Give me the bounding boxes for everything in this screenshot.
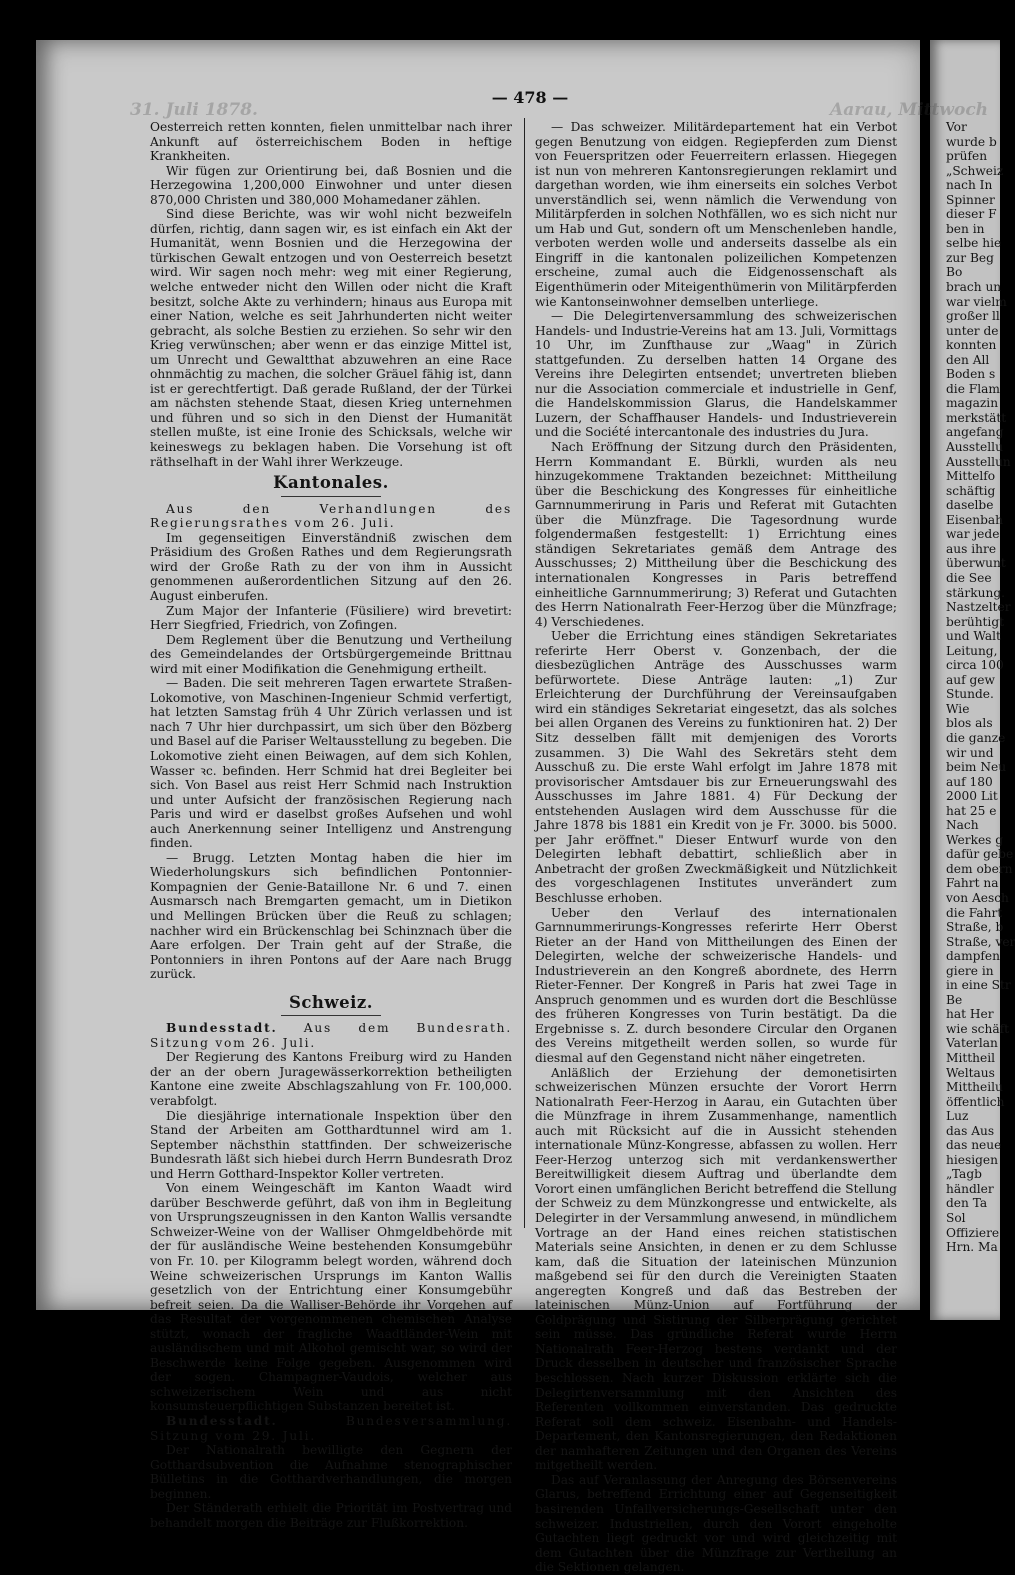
paragraph: Von einem Weingeschäft im Kanton Waadt wird darüber Beschwerde geführt, daß von ihm in Begleitung von Ursprungszeugnissen in den Kanton Wallis versandte Schweizer-Weine von der Walliser Ohmgeldbehörde mit der für ausländische Weine bestehenden Konsumgebühr von Fr. 10. per Kilogramm belegt worden, während doch Weine schweizerischen Ursprungs im Kanton Wallis gesetzlich von der Entrichtung einer Konsumgebühr befreit seien. Da die Walliser-Behörde ihr Vorgehen auf das Resultat der vorgenommenen chemischen Analyse stützt, wonach der fragliche Waadtländer-Wein mit ausländischem und mit Alkohol gemischt war, so wird der Beschwerde keine Folge gegeben. Ausgenommen wird der sogen. Champagner-Vaudois, welcher aus schweizerischem Wein und aus nicht konsumsteuerpflichtigen Substanzen bereitet ist. (150, 1181, 512, 1414)
adjacent-line: prüfen (946, 149, 988, 164)
column-rule (524, 118, 525, 1228)
adjacent-line: Stunde. (946, 687, 994, 702)
adjacent-line: das Aus (946, 1123, 995, 1138)
paragraph: Wir fügen zur Orientirung bei, daß Bosnien und die Herzegowina 1,200,000 Einwohner und unter diesen 870,000 Christen und 380,000 Mohamedaner zählen. (150, 163, 512, 207)
adjacent-line: die See (946, 570, 992, 585)
adjacent-line: selbe hie (946, 236, 1002, 251)
adjacent-line: Weltaus (946, 1065, 995, 1080)
adjacent-line: den All (946, 352, 990, 367)
adjacent-line: brach un (946, 280, 1002, 295)
adjacent-line: berühtigt (946, 614, 1005, 629)
adjacent-line: Bo (946, 265, 963, 280)
adjacent-line: „Schweiz (946, 163, 1004, 178)
adjacent-line: Ausstellun (946, 454, 1011, 469)
paragraph: Dem Reglement über die Benutzung und Vertheilung des Gemeindelandes der Ortsbürgergemeinde Brittnau wird mit einer Modifikation die Genehmigung ertheilt. (150, 632, 512, 676)
adjacent-line: 2000 Lit (946, 789, 998, 804)
adjacent-line: war jede (946, 527, 1000, 542)
adjacent-line: Mittheilu (946, 1080, 1003, 1095)
subheading-dateline: Bundesstadt. (166, 1021, 278, 1036)
adjacent-line: Luz (946, 1109, 969, 1124)
adjacent-line: Straße, ver (946, 934, 1015, 949)
adjacent-line: Wie (946, 701, 970, 716)
right-column (535, 120, 897, 1575)
paragraph: Anläßlich der Erziehung der demonetisirten schweizerischen Münzen ersuchte der Vorort Herrn Nationalrath Feer-Herzog in Aarau, ein Gutachten über die Münzfrage in ihrem Zusammenhange, namentlich auch mit Rücksicht auf die in Aussicht stehenden internationale Münz-Kongresse, abfassen zu wollen. Herr Feer-Herzog unterzog sich mit verdankenswerther Bereitwilligkeit diesem Auftrag und überlandte dem Vorort einen umfänglichen Bericht betreffend die Stellung der Schweiz zu dem Münzkongresse und entwickelte, als Delegirter in der Versammlung anwesend, in mündlichem Vortrage an der Hand eines reichen statistischen Materials seine Ansichten, in denen er zu dem Schlusse kam, daß die Situation der lateinischen Münzunion maßgebend sei für den durch die Vereinigten Staaten angeregten Kongreß und daß das Bestreben der lateinischen Münz-Union auf Fortführung der Goldprägung und Sistirung der Silberprägung gerichtet sein müsse. Das gründliche Referat wurde Herrn Nationalrath Feer-Herzog bestens verdankt und der Druck desselben in deutscher und französischer Sprache beschlossen. Nach kurzer Diskussion erklärte sich die Delegirtenversammlung mit den Ansichten des Referenten vollkommen einverstanden. Das gedruckte Referat soll dem schweiz. Eisenbahn- und Handels-Departement, den Kantonsregierungen, den Redaktionen der namhafteren Zeitungen und den Organen des Vereins mitgetheilt werden. (535, 1065, 897, 1473)
adjacent-line: Vaterlan (946, 1036, 998, 1051)
adjacent-line: Nastzelter (946, 600, 1011, 615)
subheading: Aus den Verhandlungen des Regierungsrathes vom 26. Juli. (150, 501, 512, 531)
adjacent-page-text (946, 120, 1015, 1255)
adjacent-line: merkstätt (946, 410, 1007, 425)
adjacent-line: war vielm (946, 294, 1007, 309)
paragraph: Ueber die Errichtung eines ständigen Sekretariates referirte Herr Oberst v. Gonzenbach, der die diesbezüglichen Anträge des Ausschusses warm befürwortete. Diese Anträge lauten: „1) Zur Erleichterung der Durchführung der Vereinsaufgaben wird ein ständiges Sekretariat eingesetzt, das als solches bei allen Organen des Vereins zu funktioniren hat. 2) Der Sitz desselben fällt mit demjenigen des Vororts zusammen. 3) Die Wahl des Sekretärs steht dem Ausschuß zu. Die erste Wahl erfolgt im Jahre 1878 mit provisorischer Amtsdauer bis zur Erneuerungswahl des Ausschusses im Jahre 1881. 4) Für Deckung der entstehenden Auslagen wird dem Ausschusse für die Jahre 1878 bis 1881 ein Kredit von je Fr. 3000. bis 5000. per Jahr eröffnet." Dieser Entwurf wurde von den Delegirten lebhaft debattirt, schließlich aber in Anbetracht der großen Zweckmäßigkeit und Nützlichkeit des vorgeschlagenen Institutes unverändert zum Beschlusse erhoben. (535, 629, 897, 905)
adjacent-line: auf 180 (946, 774, 993, 789)
adjacent-line: wie schäft (946, 1021, 1010, 1036)
adjacent-line: Offiziere (946, 1225, 1000, 1240)
adjacent-line: und Walt (946, 629, 1001, 644)
paragraph: Der Nationalrath bewilligte den Gegnern der Gotthardsubvention die Aufnahme stenographischer Bülletins in die Gotthardverhandlungen, die morgen beginnen. (150, 1443, 512, 1501)
paragraph: Im gegenseitigen Einverständniß zwischen dem Präsidium des Großen Rathes und dem Regierungsrath wird der Große Rath zu der von ihm in Aussicht genommenen außerordentlichen Sitzung auf den 26. August einberufen. (150, 530, 512, 603)
adjacent-line: zur Beg (946, 250, 994, 265)
adjacent-line: großer ll (946, 309, 1000, 324)
adjacent-line: giere in (946, 963, 994, 978)
paragraph: Sind diese Berichte, was wir wohl nicht bezweifeln dürfen, richtig, dann sagen wir, es ist einfach ein Akt der Humanität, wenn Bosnien und die Herzegowina der türkischen Gewalt entzogen und von Oesterreich besetzt wird. Wir sagen noch mehr: weg mit einer Regierung, welche entweder nicht den Willen oder nicht die Kraft besitzt, solche Akte zu verhindern; hinaus aus Europa mit einer Nation, welche es seit Jahrhunderten nicht weiter gebracht, als solche Bestien zu erziehen. So sehr wir den Krieg verwünschen; aber wenn er das einzige Mittel ist, um Unrecht und Gewaltthat abzuwehren an eine Race ohnmächtig zu machen, die solcher Gräuel fähig ist, dann ist er gerechtfertigt. Daß gerade Rußland, der der Türkei am nächsten stehende Staat, diesen Krieg unternehmen und führen und so sich in den Dienst der Humanität stellen mußte, ist eine Ironie des Schicksals, welche wir keineswegs zu beklagen haben. Die Vorsehung ist oft räthselhaft in der Wahl ihrer Werkzeuge. (150, 207, 512, 469)
bleed-through-right: Aarau, Mittwoch (830, 100, 989, 120)
adjacent-line: das neue (946, 1138, 1002, 1153)
adjacent-line: die Fahrt (946, 905, 1003, 920)
adjacent-line: circa 100 (946, 658, 1004, 673)
adjacent-line: hat Her (946, 1007, 994, 1022)
paragraph: Der Ständerath erhielt die Priorität im Postvertrag und behandelt morgen die Beiträge zur Flußkorrektion. (150, 1501, 512, 1530)
paragraph: Das auf Veranlassung der Anregung des Börsenvereins Glarus, betreffend Errichtung einer auf Gegenseitigkeit basirenden Unfallversicherungs-Gesellschaft unter den schweizer. Industriellen, durch den Vorort eingeholte Gutachten liegt gedruckt vor und wird gleichzeitig mit dem Gutachten über die Münzfrage zur Vertheilung an die Sektionen gelangen. (535, 1472, 897, 1575)
adjacent-line: Mittheil (946, 1051, 996, 1065)
adjacent-line: nach In (946, 178, 993, 193)
paragraph: — Brugg. Letzten Montag haben die hier im Wiederholungskurs sich befindlichen Pontonnier-Kompagnien der Genie-Bataillone Nr. 6 und 7. einen Ausmarsch nach Bremgarten gemacht, um in Dietikon und Mellingen Brücken über die Reuß zu schlagen; nachher wird ein Brückenschlag bei Schinznach über die Aare erfolgen. Der Train geht auf der Straße, die Pontonniers in ihren Pontons auf der Aare nach Brugg zurück. (150, 850, 512, 982)
subheading-text: Aus dem Bundesrath. Sitzung vom 26. Juli. (150, 1021, 512, 1050)
adjacent-line: Be (946, 992, 963, 1007)
adjacent-line: dem obern (946, 861, 1013, 876)
adjacent-line: Vor (946, 120, 967, 134)
adjacent-line: stärkung. (946, 585, 1006, 600)
adjacent-line: Spinner (946, 192, 995, 207)
paragraph: Ueber den Verlauf des internationalen Garnnummerirungs-Kongresses referirte Herr Oberst Rieter an der Hand von Mittheilungen des Einen der Delegirten, welche der schweizerische Handels- und Industrieverein an den Kongreß abordnete, des Herrn Rieter-Fenner. Der Kongreß in Paris hat zwei Tage in Anspruch genommen und es wurden dort die Beschlüsse des früheren Kongresses von Turin bestätigt. Da die Ergebnisse s. Z. durch besondere Circular den Organen des Vereins mitgetheilt werden sollen, so wurde für diesmal auf den Gegenstand nicht näher eingetreten. (535, 905, 897, 1065)
paragraph: Nach Eröffnung der Sitzung durch den Präsidenten, Herrn Kommandant E. Bürkli, wurden als neu hinzugekommene Traktanden bezeichnet: Mittheilung über die Beschickung des Kongresses für einheitliche Garnnummerirung in Paris und Referat mit Gutachten über die Münzfrage. Die Tagesordnung wurde folgendermaßen festgestellt: 1) Errichtung eines ständigen Sekretariates gemäß dem Antrage des Ausschusses; 2) Mittheilung über die Beschickung des internationalen Kongresses in Paris betreffend einheitliche Garnnummerirung; 3) Referat und Gutachten des Herrn Nationalrath Feer-Herzog über die Münzfrage; 4) Verschiedenes. (535, 440, 897, 629)
adjacent-line: schäftig (946, 483, 996, 498)
adjacent-line: von Aesch (946, 890, 1009, 905)
adjacent-line: Sol (946, 1211, 966, 1226)
adjacent-line: magazin (946, 396, 999, 411)
section-heading-kantonales: Kantonales. (273, 473, 389, 493)
adjacent-line: angefang (946, 425, 1004, 440)
adjacent-line: händler (946, 1181, 994, 1196)
adjacent-line: Hrn. Ma (946, 1240, 998, 1255)
adjacent-line: konnten (946, 338, 997, 353)
adjacent-line: aus ihre (946, 541, 997, 556)
heading-rule (281, 1015, 381, 1016)
heading-rule (281, 496, 381, 497)
paragraph: Zum Major der Infanterie (Füsiliere) wird brevetirt: Herr Siegfried, Friedrich, von Zofingen. (150, 603, 512, 633)
subheading-dateline: Bundesstadt. (166, 1414, 278, 1429)
adjacent-line: Leitung, (946, 643, 998, 658)
paragraph: — Das schweizer. Militärdepartement hat ein Verbot gegen Benutzung von eidgen. Regiepferden zum Dienst von Feuerspritzen oder Feuerreitern erlassen. Hiegegen ist nun von mehreren Kantonsregierungen reklamirt und dargethan worden, wie ihm einerseits ein solches Verbot unverständlich sei, wenn nämlich die Verwendung von Militärpferden in solchen Nothfällen, wo es sich nicht nur um Hab und Gut, sondern oft um Menschenleben handle, verboten werden wolle und anderseits dasselbe als ein Eingriff in die kantonalen polizeilichen Kompetenzen erscheine, zumal auch die Eidgenossenschaft als Eigenthümerin oder Miteigenthümerin von Militärpferden wie Kantonseinwohner demselben unterliege. (535, 120, 897, 309)
adjacent-line: Ausstellu (946, 440, 1003, 455)
adjacent-line: daselbe (946, 498, 994, 513)
adjacent-line: Straße, b (946, 920, 1004, 935)
adjacent-line: Nach (946, 818, 979, 833)
adjacent-line: öffentlich (946, 1094, 1005, 1109)
paragraph: Die diesjährige internationale Inspektion über den Stand der Arbeiten am Gotthardtunnel wird am 1. September nächsthin stattfinden. Der schweizerische Bundesrath läßt sich hiebei durch Herrn Bundesrath Droz und Herrn Gotthard-Inspektor Koller vertreten. (150, 1108, 512, 1181)
adjacent-line: die ganze (946, 730, 1006, 745)
section-heading-schweiz: Schweiz. (288, 992, 374, 1012)
adjacent-line: „Tagb (946, 1167, 982, 1182)
paragraph: Oesterreich retten konnten, fielen unmittelbar nach ihrer Ankunft auf österreichischem Boden in heftige Krankheiten. (150, 120, 512, 164)
paragraph: Der Regierung des Kantons Freiburg wird zu Handen der an der obern Juragewässerkorrektion betheiligten Kantone eine zweite Abschlagszahlung von Fr. 100,000. verabfolgt. (150, 1050, 512, 1108)
adjacent-line: hat 25 e (946, 803, 997, 818)
adjacent-line: den Ta (946, 1196, 988, 1211)
adjacent-line: Boden s (946, 367, 996, 382)
adjacent-line: Eisenbah (946, 512, 1004, 527)
adjacent-line: wir und (946, 745, 994, 760)
adjacent-line: wurde b (946, 134, 997, 149)
adjacent-line: beim Neu (946, 760, 1007, 775)
adjacent-line: auf gew (946, 672, 995, 687)
adjacent-line: dafür gebe (946, 847, 1014, 862)
adjacent-line: überwunt (946, 556, 1006, 571)
page-number: — 478 — (491, 88, 569, 107)
paragraph: — Die Delegirtenversammlung des schweizerischen Handels- und Industrie-Vereins hat am 13. Juli, Vormittags 10 Uhr, im Zunfthause zur „Waag" in Zürich stattgefunden. Zu derselben hatten 14 Organe des Vereins ihre Delegirten entsendet; unvertreten blieben nur die Association commerciale et industrielle in Genf, die Handelskommission Glarus, die Handelskammer Luzern, der Schaffhauser Handels- und Industrieverein und die Société intercantonale des industries du Jura. (535, 309, 897, 440)
bleed-through-left: 31. Juli 1878. (130, 100, 258, 120)
adjacent-line: Fahrt na (946, 876, 999, 891)
adjacent-line: blos als (946, 716, 993, 731)
adjacent-line: Mittelfo (946, 469, 996, 484)
adjacent-line: unter de (946, 323, 999, 338)
paragraph: — Baden. Die seit mehreren Tagen erwartete Straßen-Lokomotive, von Maschinen-Ingenieur Schmid verfertigt, hat letzten Samstag früh 4 Uhr Zürich verlassen und ist nach 7 Uhr hier durchpassirt, um sich über den Bözberg und Basel auf die Pariser Weltausstellung zu begeben. Die Lokomotive zieht einen Beiwagen, auf dem sich Kohlen, Wasser ꝛc. befinden. Herr Schmid hat drei Begleiter bei sich. Von Basel aus reist Herr Schmid nach Instruktion und unter Aufsicht der französischen Regierung nach Paris und wird er daselbst großes Aufsehen und wohl auch Anerkennung seiner Intelligenz und Anstrengung finden. (150, 676, 512, 851)
adjacent-line: die Flam (946, 381, 1000, 396)
subheading-text: Bundesversammlung. Sitzung vom 29. Juli. (150, 1414, 512, 1443)
adjacent-line: ben in (946, 221, 985, 236)
adjacent-line: in eine Str (946, 978, 1011, 993)
adjacent-line: hiesigen (946, 1152, 998, 1167)
adjacent-line: dieser F (946, 207, 997, 222)
left-column (150, 120, 512, 1530)
adjacent-line: Werkes g (946, 832, 1004, 847)
adjacent-line: dampfen (946, 949, 1000, 964)
